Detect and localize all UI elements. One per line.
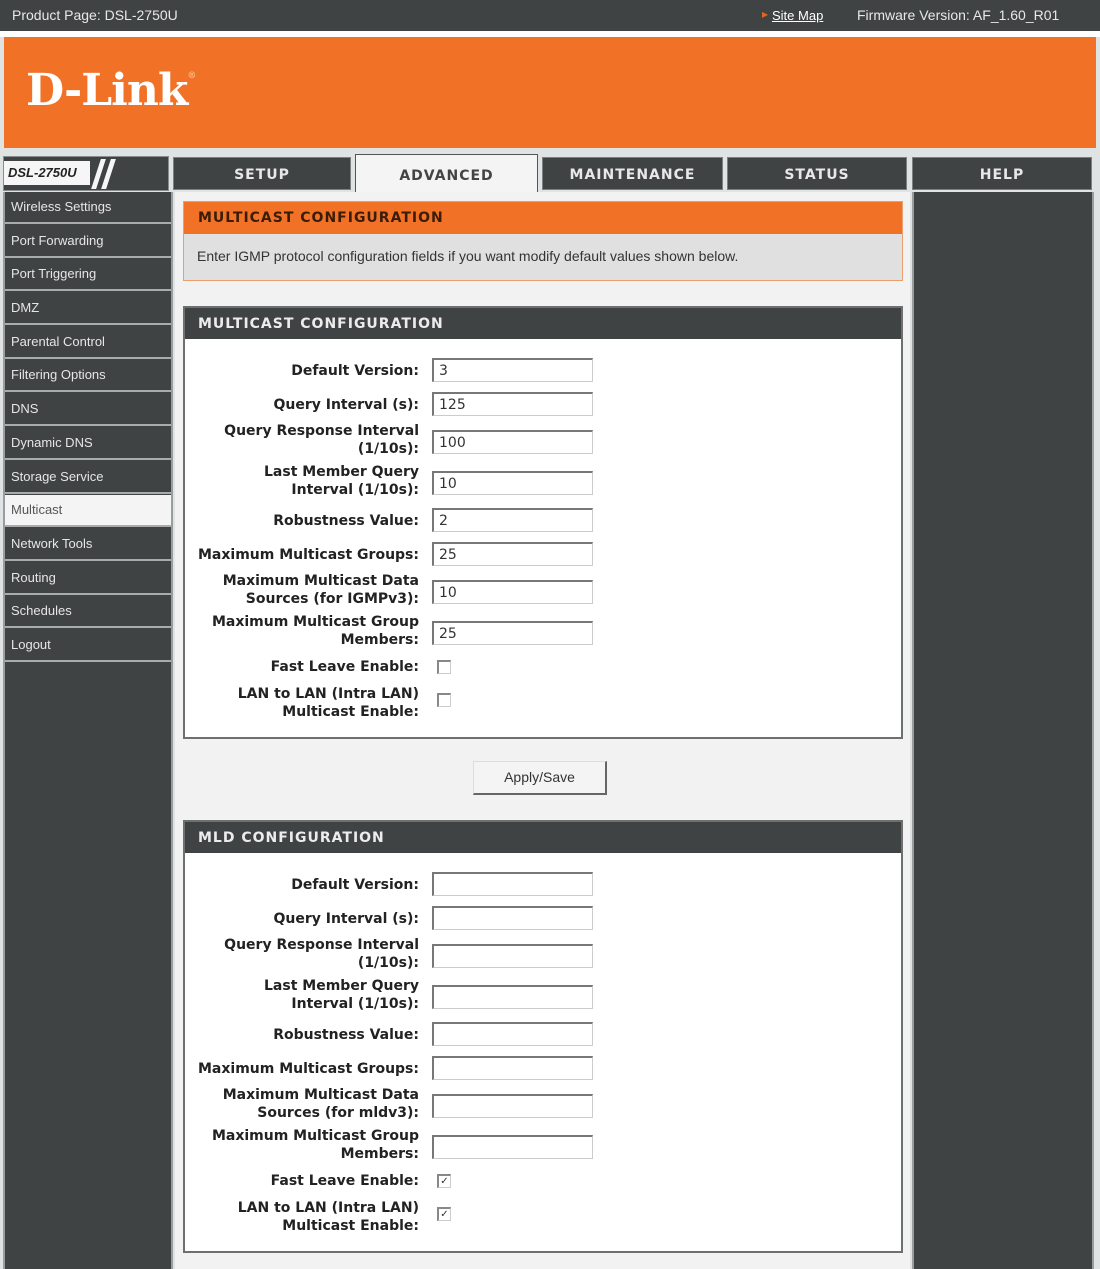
mld-max-sources-input[interactable] xyxy=(432,1094,593,1118)
main-content xyxy=(175,192,910,1269)
sidebar-item-network-tools[interactable]: Network Tools xyxy=(5,529,171,561)
mld-robustness-input[interactable] xyxy=(432,1022,593,1046)
mld-max-groups-input[interactable] xyxy=(432,1056,593,1080)
mld-max-members-input[interactable] xyxy=(432,1135,593,1159)
sidebar-item-parental-control[interactable]: Parental Control xyxy=(5,327,171,359)
sidebar-item-port-triggering[interactable]: Port Triggering xyxy=(5,259,171,291)
mld-lan-to-lan-checkbox[interactable]: ✓ xyxy=(437,1207,451,1221)
site-map-link[interactable]: Site Map xyxy=(772,8,824,23)
igmp-query-interval-input[interactable] xyxy=(432,392,593,416)
igmp-default-version-label: Default Version: xyxy=(291,363,419,379)
mld-query-interval-label: Query Interval (s): xyxy=(273,911,419,927)
mld-robustness-label: Robustness Value: xyxy=(273,1027,419,1043)
apply-save-button[interactable]: Apply/Save xyxy=(473,761,607,795)
igmp-fast-leave-checkbox[interactable] xyxy=(437,660,451,674)
mld-max-sources-label: Maximum Multicast Data Sources (for mldv3): xyxy=(222,1087,419,1121)
igmp-lan-to-lan-label: LAN to LAN (Intra LAN) Multicast Enable: xyxy=(237,686,419,720)
mld-query-interval-input[interactable] xyxy=(432,906,593,930)
sidebar-item-storage-service[interactable]: Storage Service xyxy=(5,462,171,494)
igmp-robustness-input[interactable] xyxy=(432,508,593,532)
mld-config-panel xyxy=(183,820,903,1253)
mld-query-response-input[interactable] xyxy=(432,944,593,968)
igmp-panel-title: MULTICAST CONFIGURATION xyxy=(185,308,901,339)
mld-panel-title: MLD CONFIGURATION xyxy=(185,822,901,853)
igmp-max-sources-input[interactable] xyxy=(432,580,593,604)
sidebar-nav xyxy=(3,192,173,1269)
mld-max-members-label: Maximum Multicast Group Members: xyxy=(211,1128,419,1162)
sidebar-item-routing[interactable]: Routing xyxy=(5,563,171,595)
mld-last-member-label: Last Member Query Interval (1/10s): xyxy=(264,978,419,1012)
top-bar xyxy=(0,0,1100,31)
mld-default-version-input[interactable] xyxy=(432,872,593,896)
igmp-max-members-label: Maximum Multicast Group Members: xyxy=(211,614,419,648)
tab-strip xyxy=(0,148,1100,192)
sidebar-item-filtering-options[interactable]: Filtering Options xyxy=(5,360,171,392)
sidebar-item-dynamic-dns[interactable]: Dynamic DNS xyxy=(5,428,171,460)
help-panel xyxy=(912,192,1094,1269)
igmp-query-interval-label: Query Interval (s): xyxy=(273,397,419,413)
tab-advanced[interactable]: ADVANCED xyxy=(355,154,538,192)
igmp-fast-leave-label: Fast Leave Enable: xyxy=(270,659,419,675)
mld-default-version-label: Default Version: xyxy=(291,877,419,893)
tab-status[interactable]: STATUS xyxy=(727,157,907,190)
igmp-max-sources-label: Maximum Multicast Data Sources (for IGMPv3): xyxy=(222,573,419,607)
sidebar-item-multicast[interactable]: Multicast xyxy=(5,495,171,527)
arrow-right-icon: ▸ xyxy=(762,7,769,21)
intro-text: Enter IGMP protocol configuration fields if you want modify default values shown below. xyxy=(197,248,739,264)
igmp-last-member-label: Last Member Query Interval (1/10s): xyxy=(264,464,419,498)
intro-title: MULTICAST CONFIGURATION xyxy=(184,202,902,234)
igmp-max-members-input[interactable] xyxy=(432,621,593,645)
mld-fast-leave-checkbox[interactable]: ✓ xyxy=(437,1174,451,1188)
brand-banner xyxy=(4,37,1096,148)
sidebar-item-wireless-settings[interactable]: Wireless Settings xyxy=(5,192,171,224)
igmp-query-response-input[interactable] xyxy=(432,430,593,454)
sidebar-item-port-forwarding[interactable]: Port Forwarding xyxy=(5,226,171,258)
igmp-max-groups-input[interactable] xyxy=(432,542,593,566)
mld-query-response-label: Query Response Interval (1/10s): xyxy=(224,937,419,971)
igmp-max-groups-label: Maximum Multicast Groups: xyxy=(198,547,419,563)
igmp-config-panel xyxy=(183,306,903,739)
sidebar-item-logout[interactable]: Logout xyxy=(5,630,171,662)
model-name: DSL-2750U xyxy=(4,161,90,185)
model-badge xyxy=(3,156,169,191)
mld-last-member-input[interactable] xyxy=(432,985,593,1009)
mld-lan-to-lan-label: LAN to LAN (Intra LAN) Multicast Enable: xyxy=(237,1200,419,1234)
igmp-robustness-label: Robustness Value: xyxy=(273,513,419,529)
mld-max-groups-label: Maximum Multicast Groups: xyxy=(198,1061,419,1077)
intro-box xyxy=(183,201,903,281)
firmware-version: Firmware Version: AF_1.60_R01 xyxy=(857,7,1060,23)
sidebar-item-dns[interactable]: DNS xyxy=(5,394,171,426)
sidebar-item-dmz[interactable]: DMZ xyxy=(5,293,171,325)
igmp-default-version-input[interactable] xyxy=(432,358,593,382)
tab-help[interactable]: HELP xyxy=(912,157,1092,190)
tab-maintenance[interactable]: MAINTENANCE xyxy=(542,157,723,190)
tab-setup[interactable]: SETUP xyxy=(173,157,351,190)
igmp-last-member-input[interactable] xyxy=(432,471,593,495)
igmp-query-response-label: Query Response Interval (1/10s): xyxy=(224,423,419,457)
igmp-lan-to-lan-checkbox[interactable] xyxy=(437,693,451,707)
mld-fast-leave-label: Fast Leave Enable: xyxy=(270,1173,419,1189)
dlink-logo: D-Link® xyxy=(26,65,196,116)
product-page-label: Product Page: DSL-2750U xyxy=(12,7,178,23)
sidebar-item-schedules[interactable]: Schedules xyxy=(5,596,171,628)
